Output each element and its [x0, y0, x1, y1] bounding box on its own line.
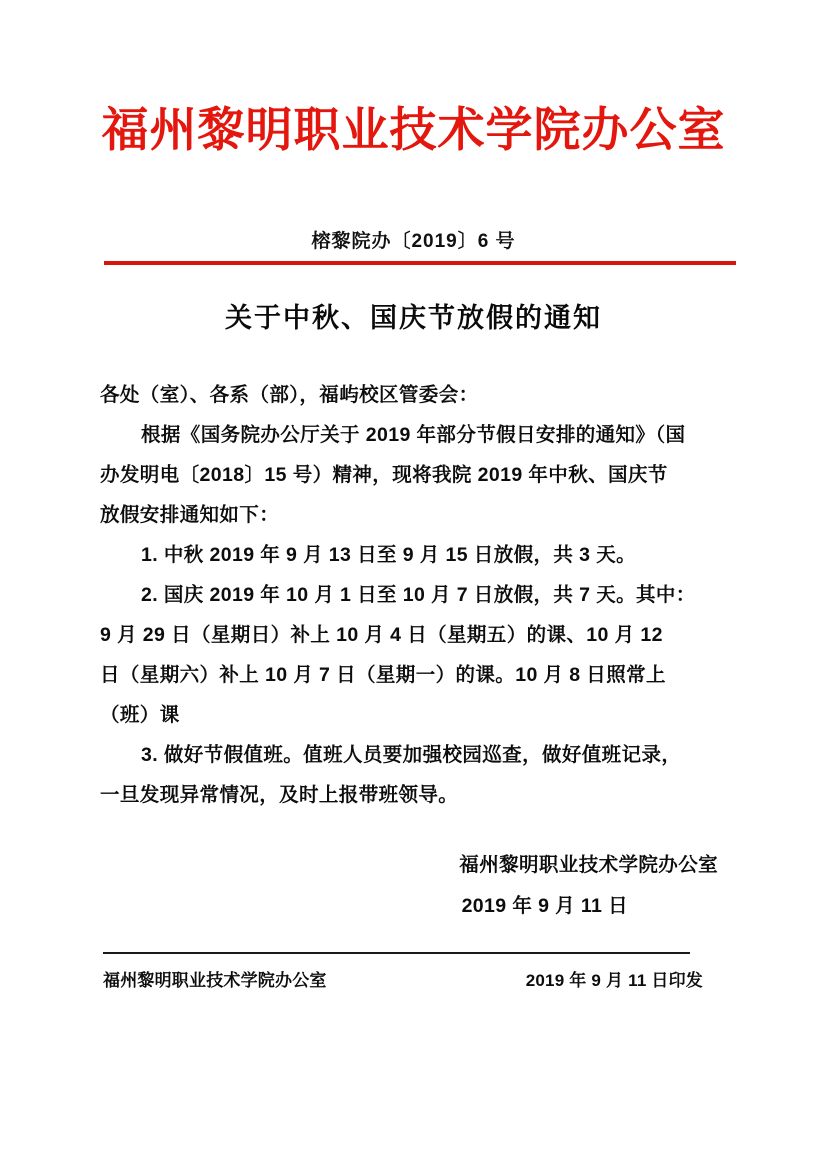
- masthead-title: 福州黎明职业技术学院办公室: [101, 105, 726, 157]
- footer-issue-date: 2019 年 9 月 11 日印发: [525, 971, 703, 990]
- body-line: 日（星期六）补上 10 月 7 日（星期一）的课。10 月 8 日照常上: [100, 664, 666, 686]
- body-line: 一旦发现异常情况，及时上报带班领导。: [100, 784, 459, 806]
- salutation: 各处（室）、各系（部），福屿校区管委会：: [100, 384, 479, 406]
- document-body: [100, 375, 736, 815]
- body-line-item-3: 3. 做好节假值班。值班人员要加强校园巡查，做好值班记录，: [141, 744, 682, 766]
- footer-separator-rule: [103, 952, 690, 954]
- signature-organization: 福州黎明职业技术学院办公室: [459, 854, 718, 876]
- signature-block: [100, 845, 736, 927]
- page-title: 关于中秋、国庆节放假的通知: [225, 303, 602, 333]
- body-line-item-1: 1. 中秋 2019 年 9 月 13 日至 9 月 15 日放假，共 3 天。: [141, 544, 636, 566]
- footer-issuer: 福州黎明职业技术学院办公室: [103, 971, 327, 990]
- body-line: 9 月 29 日（星期日）补上 10 月 4 日（星期五）的课、10 月 12: [100, 624, 663, 646]
- red-separator-rule: [104, 261, 736, 265]
- document-number: 榕黎院办〔2019〕6 号: [311, 231, 516, 252]
- body-line: 根据《国务院办公厅关于 2019 年部分节假日安排的通知》（国: [141, 424, 686, 446]
- signature-date: 2019 年 9 月 11 日: [461, 895, 628, 917]
- body-line: 办发明电〔2018〕15 号）精神，现将我院 2019 年中秋、国庆节: [100, 464, 668, 486]
- body-line: （班）课: [100, 704, 180, 726]
- body-line-item-2: 2. 国庆 2019 年 10 月 1 日至 10 月 7 日放假，共 7 天。其中：: [141, 584, 696, 606]
- document-footer: [103, 966, 703, 991]
- body-line: 放假安排通知如下：: [100, 504, 280, 526]
- masthead: [0, 104, 827, 158]
